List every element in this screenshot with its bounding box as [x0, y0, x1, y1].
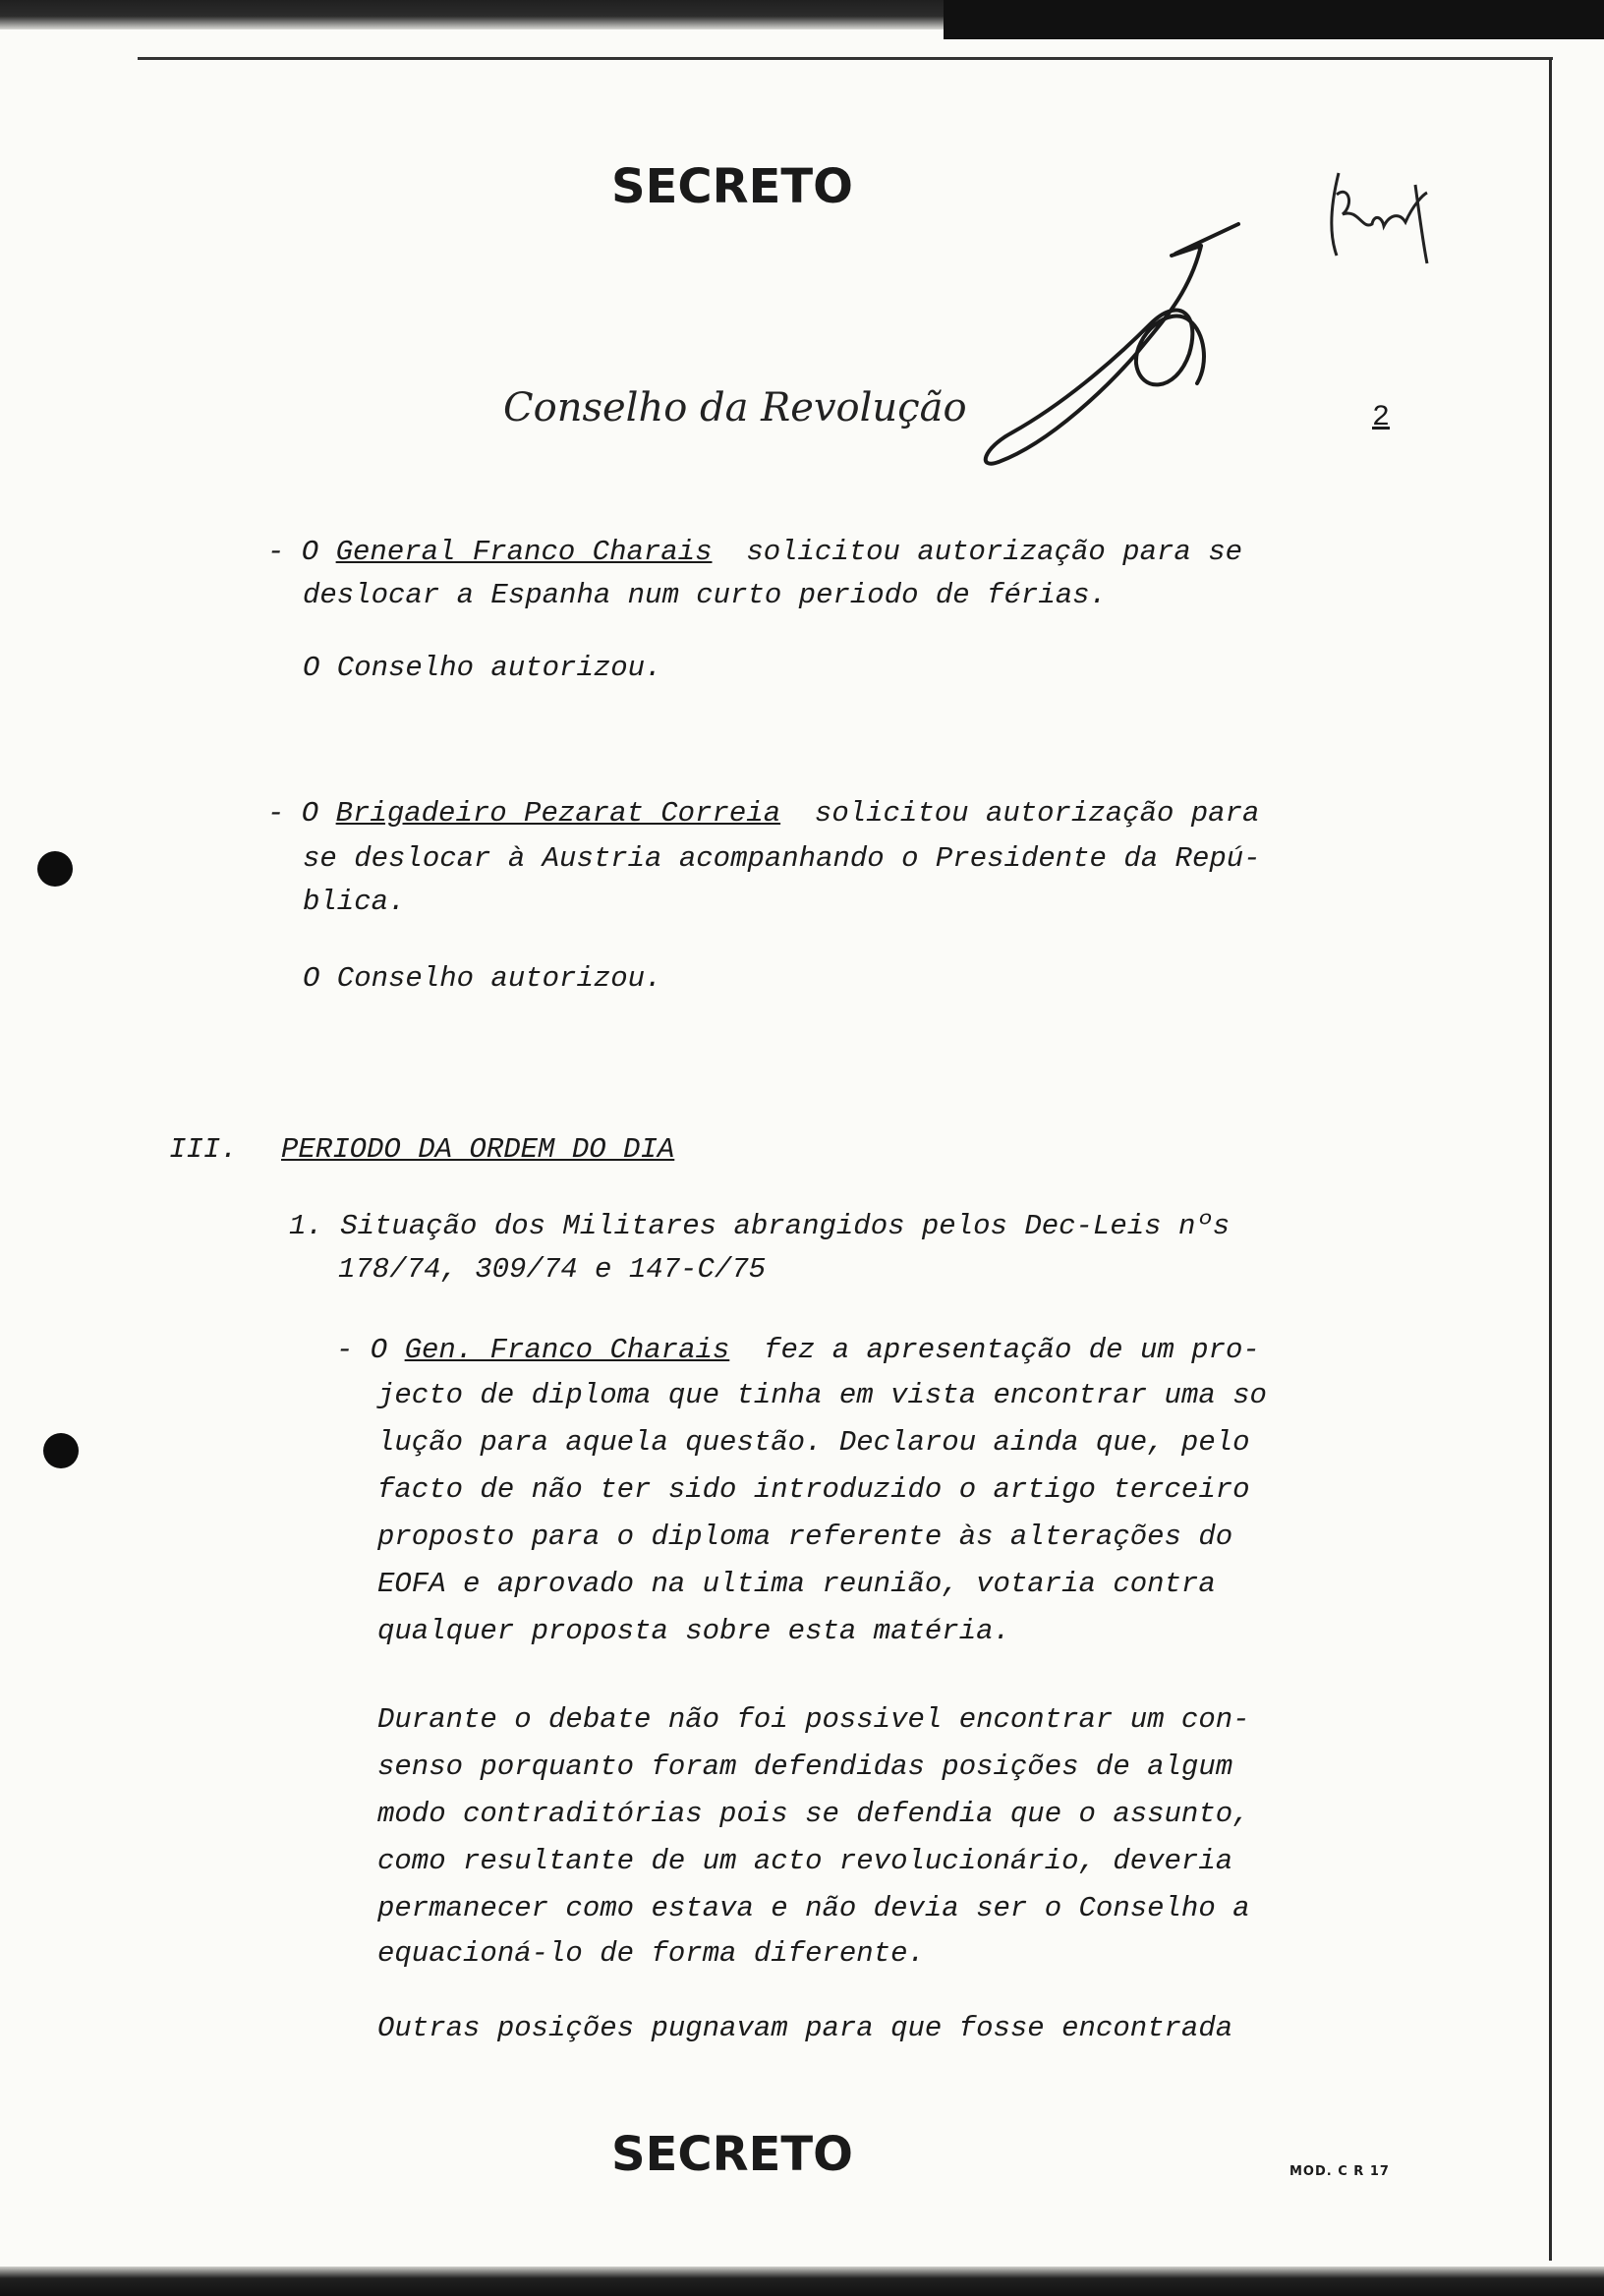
scan-bottom-edge	[0, 2267, 1604, 2296]
section-number: III.	[169, 1133, 238, 1166]
classification-header: SECRETO	[611, 159, 853, 214]
item-dash: - O	[336, 1334, 388, 1366]
section-title: PERIODO DA ORDEM DO DIA	[281, 1133, 675, 1166]
para1-line: qualquer proposta sobre esta matéria.	[377, 1615, 1010, 1647]
para2-line: modo contraditórias pois se defendia que o assunto,	[377, 1798, 1250, 1830]
item-dash: - O	[267, 536, 319, 568]
para2-line: Durante o debate não foi possivel encontrar um con-	[377, 1703, 1250, 1736]
person-name: General Franco Charais	[335, 536, 713, 568]
paper-top-edge	[138, 57, 1553, 60]
para1-line: jecto de diploma que tinha em vista encontrar uma so	[377, 1379, 1267, 1411]
para2-line: senso porquanto foram defendidas posições de algum	[377, 1751, 1233, 1783]
item-pezarat-correia-line3: blica.	[303, 886, 406, 918]
item-text: solicitou autorização para	[814, 797, 1260, 830]
form-code: MOD. C R 17	[1289, 2164, 1390, 2179]
para2-line: como resultante de um acto revolucionário, deveria	[377, 1845, 1233, 1877]
para3-line: Outras posições pugnavam para que fosse encontrada	[377, 2012, 1233, 2044]
classification-footer: SECRETO	[611, 2127, 853, 2182]
para1-line: facto de não ter sido introduzido o artigo terceiro	[377, 1473, 1250, 1506]
item-franco-charais-line1	[267, 531, 1242, 574]
scan-top-edge-dark	[944, 0, 1604, 39]
punch-hole-top	[37, 851, 73, 887]
item-text: fez a apresentação de um pro-	[764, 1334, 1260, 1366]
item-pezarat-correia-line2: se deslocar à Austria acompanhando o Presidente da Repú-	[303, 842, 1261, 875]
para2-line: equacioná-lo de forma diferente.	[377, 1937, 925, 1970]
para1-line: lução para aquela questão. Declarou ainda que, pelo	[377, 1426, 1250, 1459]
person-name: Brigadeiro Pezarat Correia	[335, 797, 781, 830]
margin-initials-drawing	[1325, 165, 1443, 273]
item-dash: - O	[267, 797, 319, 830]
decision-2: O Conselho autorizou.	[303, 962, 662, 995]
decision-1: O Conselho autorizou.	[303, 652, 662, 684]
person-name: Gen. Franco Charais	[404, 1334, 730, 1366]
signature-drawing	[944, 157, 1258, 482]
para1-line: proposto para o diploma referente às alterações do	[377, 1521, 1233, 1553]
paper-right-edge	[1549, 59, 1552, 2261]
para1-line: EOFA e aprovado na ultima reunião, votaria contra	[377, 1568, 1216, 1600]
punch-hole-bottom	[43, 1433, 79, 1468]
agenda-point-line2: 178/74, 309/74 e 147-C/75	[338, 1253, 767, 1286]
item-text: solicitou autorização para se	[746, 536, 1242, 568]
item-franco-charais-line2: deslocar a Espanha num curto periodo de férias.	[303, 579, 1107, 611]
agenda-point-line1: 1. Situação dos Militares abrangidos pelos Dec-Leis nºs	[289, 1210, 1231, 1242]
item-pezarat-correia-line1	[267, 792, 1259, 835]
para2-line: permanecer como estava e não devia ser o Conselho a	[377, 1892, 1250, 1924]
letterhead-title: Conselho da Revolução	[503, 385, 967, 430]
para1-first-line	[336, 1329, 1260, 1372]
page-number: 2	[1372, 401, 1391, 434]
